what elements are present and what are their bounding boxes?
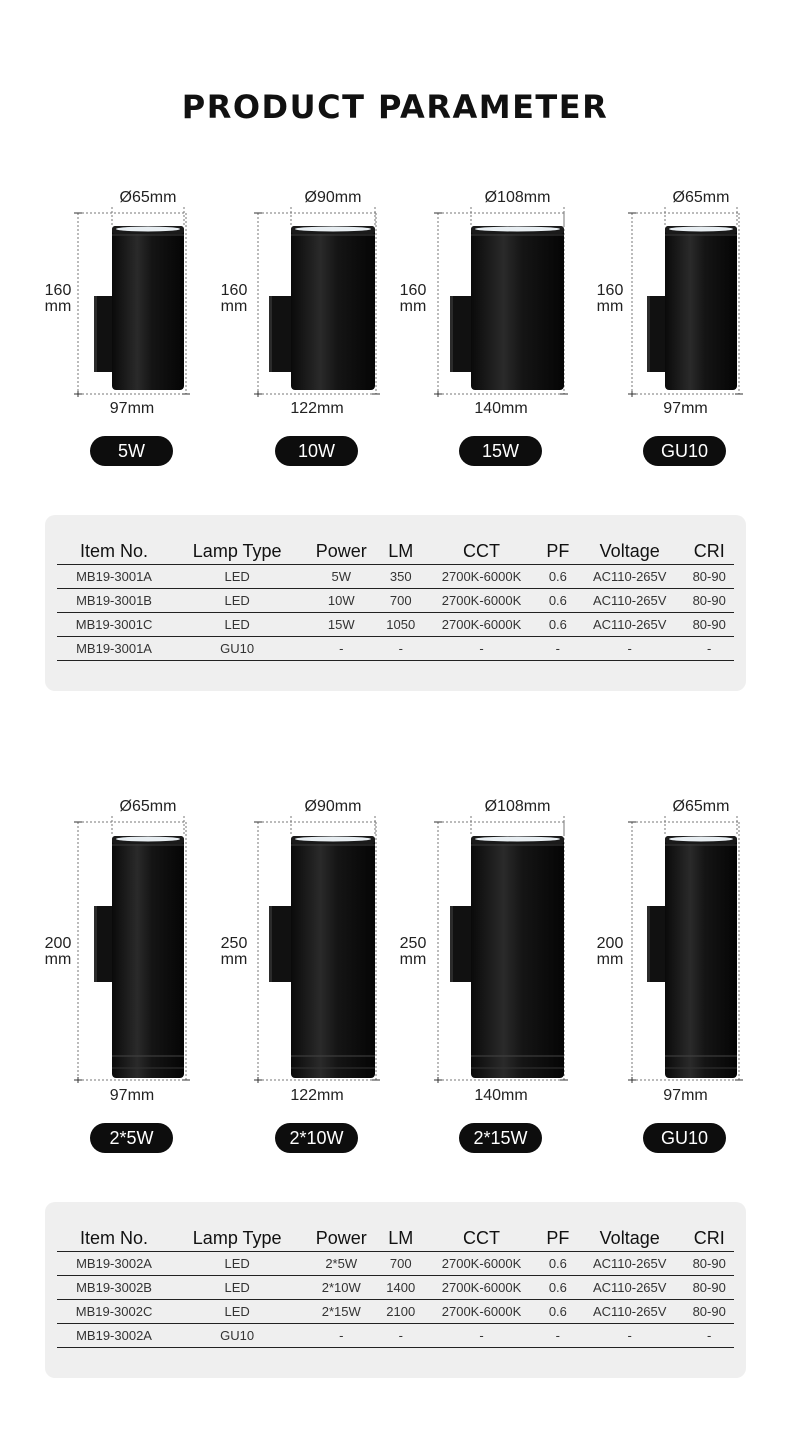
- table-cell: MB19-3001A: [57, 637, 171, 661]
- spec-table-2: [57, 1226, 734, 1348]
- column-header: Item No.: [80, 1228, 149, 1248]
- table-cell: MB19-3001A: [57, 565, 171, 589]
- table-cell: MB19-3002A: [57, 1324, 171, 1348]
- table-cell: AC110-265V: [575, 1300, 684, 1324]
- table-cell: -: [379, 637, 422, 661]
- height-unit: mm: [44, 298, 72, 315]
- power-badge: 5W: [90, 436, 173, 466]
- width-label: 97mm: [663, 400, 708, 417]
- column-header: PF: [546, 1228, 570, 1248]
- table-cell: GU10: [171, 637, 303, 661]
- diameter-label: Ø65mm: [672, 798, 730, 815]
- table-cell: MB19-3002A: [57, 1252, 171, 1276]
- column-header: CRI: [693, 541, 725, 561]
- table-cell: 1400: [379, 1276, 422, 1300]
- width-label: 97mm: [663, 1087, 708, 1104]
- power-badge: GU10: [643, 1123, 726, 1153]
- height-value: 160: [220, 282, 248, 299]
- table-cell: -: [575, 1324, 684, 1348]
- table-cell: AC110-265V: [575, 565, 684, 589]
- table-cell: GU10: [171, 1324, 303, 1348]
- table-cell: 5W: [303, 565, 379, 589]
- table-cell: 2700K-6000K: [422, 1252, 540, 1276]
- table-row: [57, 1324, 734, 1348]
- table-cell: MB19-3001B: [57, 589, 171, 613]
- table-cell: -: [422, 637, 540, 661]
- table-row: [57, 1300, 734, 1324]
- table-row: [57, 1252, 734, 1276]
- table-cell: AC110-265V: [575, 1276, 684, 1300]
- width-label: 140mm: [474, 400, 528, 417]
- column-header: LM: [388, 1228, 414, 1248]
- width-label: 122mm: [290, 400, 344, 417]
- column-header: Power: [315, 1228, 367, 1248]
- column-header: LM: [388, 541, 414, 561]
- height-value: 160: [596, 282, 624, 299]
- height-unit: mm: [220, 298, 248, 315]
- table-cell: 80-90: [684, 613, 734, 637]
- table-cell: AC110-265V: [575, 613, 684, 637]
- table-cell: LED: [171, 1252, 303, 1276]
- table-cell: AC110-265V: [575, 589, 684, 613]
- spec-table-panel-2: [45, 1202, 746, 1378]
- table-cell: AC110-265V: [575, 1252, 684, 1276]
- table-cell: 2700K-6000K: [422, 613, 540, 637]
- power-badge: 2*15W: [459, 1123, 542, 1153]
- table-cell: MB19-3001C: [57, 613, 171, 637]
- height-label: [590, 936, 630, 968]
- table-cell: 0.6: [541, 589, 575, 613]
- table-cell: 80-90: [684, 565, 734, 589]
- table-cell: -: [541, 637, 575, 661]
- table-cell: -: [541, 1324, 575, 1348]
- table-cell: 10W: [303, 589, 379, 613]
- diameter-label: Ø65mm: [119, 798, 177, 815]
- table-cell: 2*15W: [303, 1300, 379, 1324]
- table-header-row: [57, 1226, 734, 1252]
- column-header: Voltage: [599, 541, 660, 561]
- height-unit: mm: [596, 298, 624, 315]
- table-cell: -: [575, 637, 684, 661]
- column-header: PF: [546, 541, 570, 561]
- table-cell: -: [684, 637, 734, 661]
- table-cell: -: [379, 1324, 422, 1348]
- diameter-label: Ø90mm: [304, 189, 362, 206]
- table-cell: 80-90: [684, 1252, 734, 1276]
- diameter-label: Ø108mm: [484, 798, 551, 815]
- table-cell: LED: [171, 1300, 303, 1324]
- table-cell: MB19-3002C: [57, 1300, 171, 1324]
- table-cell: 80-90: [684, 589, 734, 613]
- column-header: Lamp Type: [192, 541, 282, 561]
- diameter-label: Ø90mm: [304, 798, 362, 815]
- table-cell: 1050: [379, 613, 422, 637]
- diameter-label: Ø65mm: [672, 189, 730, 206]
- table-cell: LED: [171, 589, 303, 613]
- table-cell: 2700K-6000K: [422, 589, 540, 613]
- table-cell: 700: [379, 1252, 422, 1276]
- column-header: CCT: [463, 541, 500, 561]
- height-value: 200: [44, 935, 72, 952]
- diameter-label: Ø65mm: [119, 189, 177, 206]
- table-cell: 0.6: [541, 613, 575, 637]
- column-header: Lamp Type: [192, 1228, 282, 1248]
- width-label: 140mm: [474, 1087, 528, 1104]
- width-label: 97mm: [109, 400, 155, 417]
- table-cell: -: [303, 637, 379, 661]
- table-cell: MB19-3002B: [57, 1276, 171, 1300]
- table-cell: 2700K-6000K: [422, 1276, 540, 1300]
- column-header: CRI: [693, 1228, 725, 1248]
- width-label: 97mm: [109, 1087, 155, 1104]
- table-cell: -: [303, 1324, 379, 1348]
- table-cell: 80-90: [684, 1300, 734, 1324]
- table-cell: LED: [171, 613, 303, 637]
- height-value: 250: [220, 935, 248, 952]
- table-cell: 350: [379, 565, 422, 589]
- table-cell: 2700K-6000K: [422, 565, 540, 589]
- diameter-label: Ø108mm: [484, 189, 551, 206]
- table-cell: 0.6: [541, 1252, 575, 1276]
- table-cell: 2100: [379, 1300, 422, 1324]
- page-title: PRODUCT PARAMETER: [181, 88, 609, 126]
- height-unit: mm: [596, 951, 624, 968]
- table-cell: LED: [171, 1276, 303, 1300]
- column-header: Voltage: [599, 1228, 660, 1248]
- height-unit: mm: [220, 951, 248, 968]
- table-cell: LED: [171, 565, 303, 589]
- table-cell: -: [684, 1324, 734, 1348]
- power-badge: 2*5W: [90, 1123, 173, 1153]
- height-value: 160: [44, 282, 72, 299]
- column-header: CCT: [463, 1228, 500, 1248]
- table-cell: 0.6: [541, 565, 575, 589]
- table-cell: -: [422, 1324, 540, 1348]
- table-cell: 0.6: [541, 1300, 575, 1324]
- table-cell: 80-90: [684, 1276, 734, 1300]
- table-row: [57, 1276, 734, 1300]
- height-unit: mm: [44, 951, 72, 968]
- power-badge: 10W: [275, 436, 358, 466]
- column-header: Power: [315, 541, 367, 561]
- table-cell: 2*10W: [303, 1276, 379, 1300]
- height-unit: mm: [399, 951, 427, 968]
- power-badge: 2*10W: [275, 1123, 358, 1153]
- table-cell: 700: [379, 589, 422, 613]
- table-cell: 0.6: [541, 1276, 575, 1300]
- width-label: 122mm: [290, 1087, 344, 1104]
- table-cell: 15W: [303, 613, 379, 637]
- power-badge: GU10: [643, 436, 726, 466]
- height-unit: mm: [399, 298, 427, 315]
- power-badge: 15W: [459, 436, 542, 466]
- height-value: 250: [399, 935, 427, 952]
- height-value: 200: [596, 935, 624, 952]
- column-header: Item No.: [80, 541, 149, 561]
- height-value: 160: [399, 282, 427, 299]
- table-cell: 2*5W: [303, 1252, 379, 1276]
- table-cell: 2700K-6000K: [422, 1300, 540, 1324]
